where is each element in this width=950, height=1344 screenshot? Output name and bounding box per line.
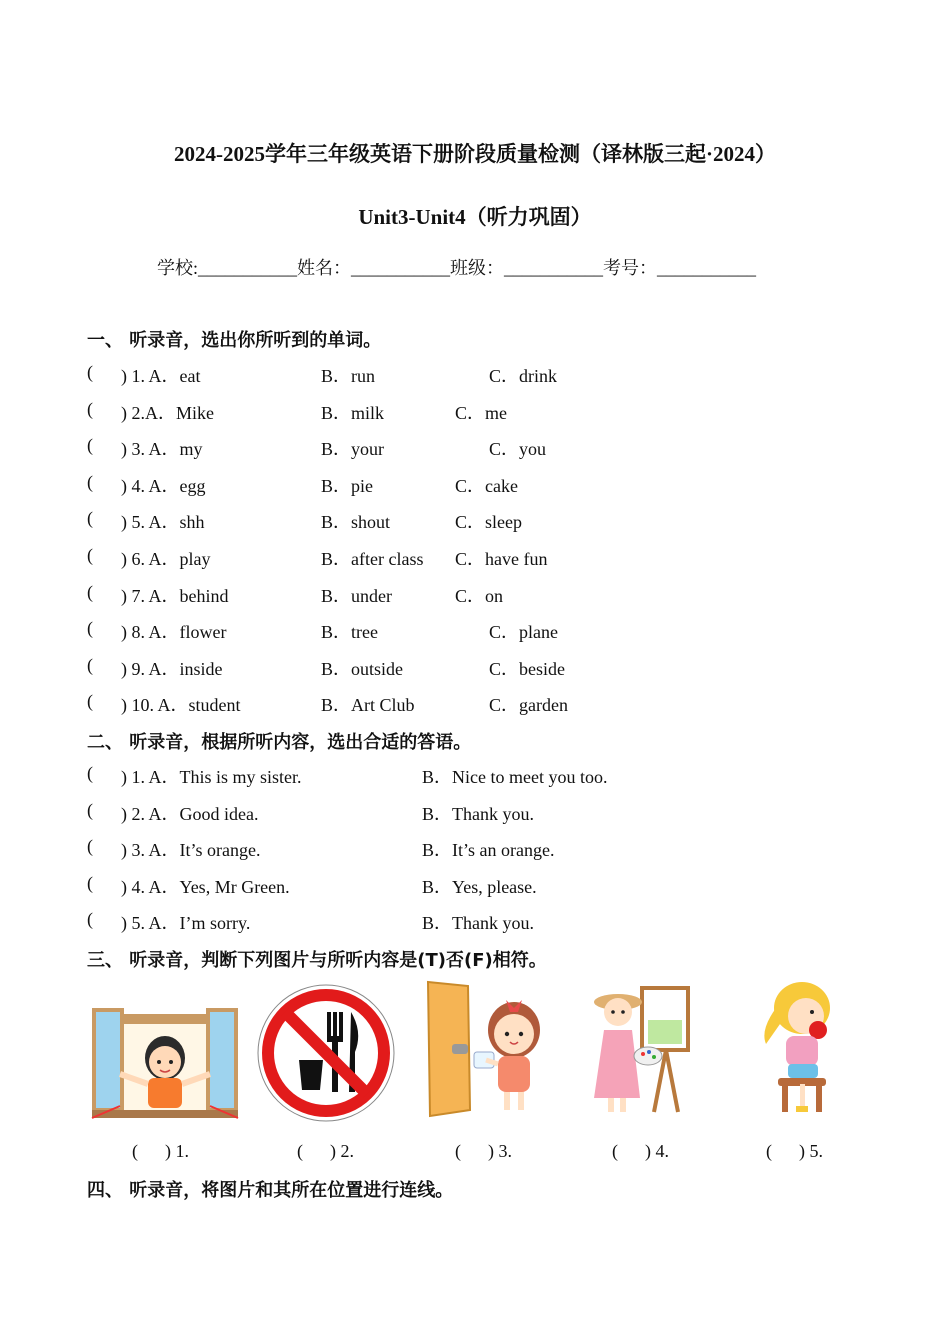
picture-answer-3[interactable]: ( ) 3. xyxy=(455,1141,512,1161)
option-c: C．sleep xyxy=(455,512,522,532)
answer-blank[interactable]: ( xyxy=(87,691,93,711)
picture-answer-4[interactable]: ( ) 4. xyxy=(612,1141,669,1161)
option-b: B．after class xyxy=(321,549,424,569)
section4-heading: 四、 听录音，将图片和其所在位置进行连线。 xyxy=(87,1180,454,1201)
option-c: C．garden xyxy=(489,695,568,715)
option-c: C．beside xyxy=(489,659,565,679)
option-a: ) 8. A．flower xyxy=(121,622,227,642)
option-b: B．outside xyxy=(321,659,404,679)
option-b: B．tree xyxy=(321,622,378,642)
answer-blank[interactable]: ( xyxy=(87,545,93,565)
answer-blank[interactable]: ( xyxy=(87,362,93,382)
option-c: C．you xyxy=(489,439,547,459)
answer-blank[interactable]: ( xyxy=(87,763,93,783)
option-c: C．plane xyxy=(489,622,558,642)
answer-blank[interactable]: ( xyxy=(87,618,93,638)
answer-blank[interactable]: ( xyxy=(87,399,93,419)
answer-blank[interactable]: ( xyxy=(87,836,93,856)
option-b: B．Yes, please. xyxy=(422,877,537,897)
option-a: ) 1. A．This is my sister. xyxy=(121,767,302,787)
option-c: C．on xyxy=(455,586,504,606)
answer-blank[interactable]: ( xyxy=(87,873,93,893)
option-a: ) 3. A．It’s orange. xyxy=(121,840,261,860)
picture-answer-5[interactable]: ( ) 5. xyxy=(766,1141,823,1161)
option-b: B．It’s an orange. xyxy=(422,840,555,860)
option-c: C．drink xyxy=(489,366,558,386)
picture-answer-1[interactable]: ( ) 1. xyxy=(132,1141,189,1161)
option-c: C．cake xyxy=(455,476,518,496)
option-a: ) 3. A．my xyxy=(121,439,203,459)
option-a: ) 2. A．Good idea. xyxy=(121,804,259,824)
page-title: 2024-2025学年三年级英语下册阶段质量检测（译林版三起·2024） xyxy=(174,142,776,166)
girl-at-window-picture xyxy=(90,978,240,1128)
section1-heading: 一、 听录音，选出你所听到的单词。 xyxy=(87,330,382,351)
section3-heading: 三、 听录音，判断下列图片与所听内容是(T)否(F)相符。 xyxy=(87,950,547,971)
student-info-line: 学校:___________姓名：___________班级：___________考号：___________ xyxy=(157,258,756,278)
girl-painting-picture xyxy=(582,980,702,1120)
option-b: B．Thank you. xyxy=(422,804,534,824)
option-a: ) 5. A．I’m sorry. xyxy=(121,913,251,933)
option-a: ) 4. A．Yes, Mr Green. xyxy=(121,877,290,897)
answer-blank[interactable]: ( xyxy=(87,800,93,820)
option-b: B．run xyxy=(321,366,375,386)
option-b: B．your xyxy=(321,439,384,459)
answer-blank[interactable]: ( xyxy=(87,472,93,492)
option-a: ) 10. A．student xyxy=(121,695,241,715)
option-b: B．Art Club xyxy=(321,695,415,715)
option-a: ) 9. A．inside xyxy=(121,659,223,679)
option-c: C．me xyxy=(455,403,507,423)
option-a: ) 7. A．behind xyxy=(121,586,229,606)
answer-blank[interactable]: ( xyxy=(87,582,93,602)
option-b: B．under xyxy=(321,586,392,606)
answer-blank[interactable]: ( xyxy=(87,655,93,675)
option-b: B．shout xyxy=(321,512,391,532)
option-b: B．Nice to meet you too. xyxy=(422,767,608,787)
answer-blank[interactable]: ( xyxy=(87,508,93,528)
option-b: B．Thank you. xyxy=(422,913,534,933)
section2-heading: 二、 听录音，根据所听内容，选出合适的答语。 xyxy=(87,732,472,753)
option-a: ) 2.A．Mike xyxy=(121,403,214,423)
answer-blank[interactable]: ( xyxy=(87,435,93,455)
option-b: B．pie xyxy=(321,476,373,496)
option-a: ) 5. A．shh xyxy=(121,512,205,532)
answer-blank[interactable]: ( xyxy=(87,909,93,929)
option-c: C．have fun xyxy=(455,549,548,569)
girl-eating-apple-picture xyxy=(752,980,842,1120)
page-subtitle: Unit3-Unit4（听力巩固） xyxy=(358,205,592,229)
no-food-sign-picture xyxy=(255,982,397,1124)
option-a: ) 6. A．play xyxy=(121,549,211,569)
option-a: ) 4. A．egg xyxy=(121,476,206,496)
option-b: B．milk xyxy=(321,403,385,423)
girl-cleaning-door-picture xyxy=(422,978,552,1120)
option-a: ) 1. A．eat xyxy=(121,366,201,386)
picture-answer-2[interactable]: ( ) 2. xyxy=(297,1141,354,1161)
